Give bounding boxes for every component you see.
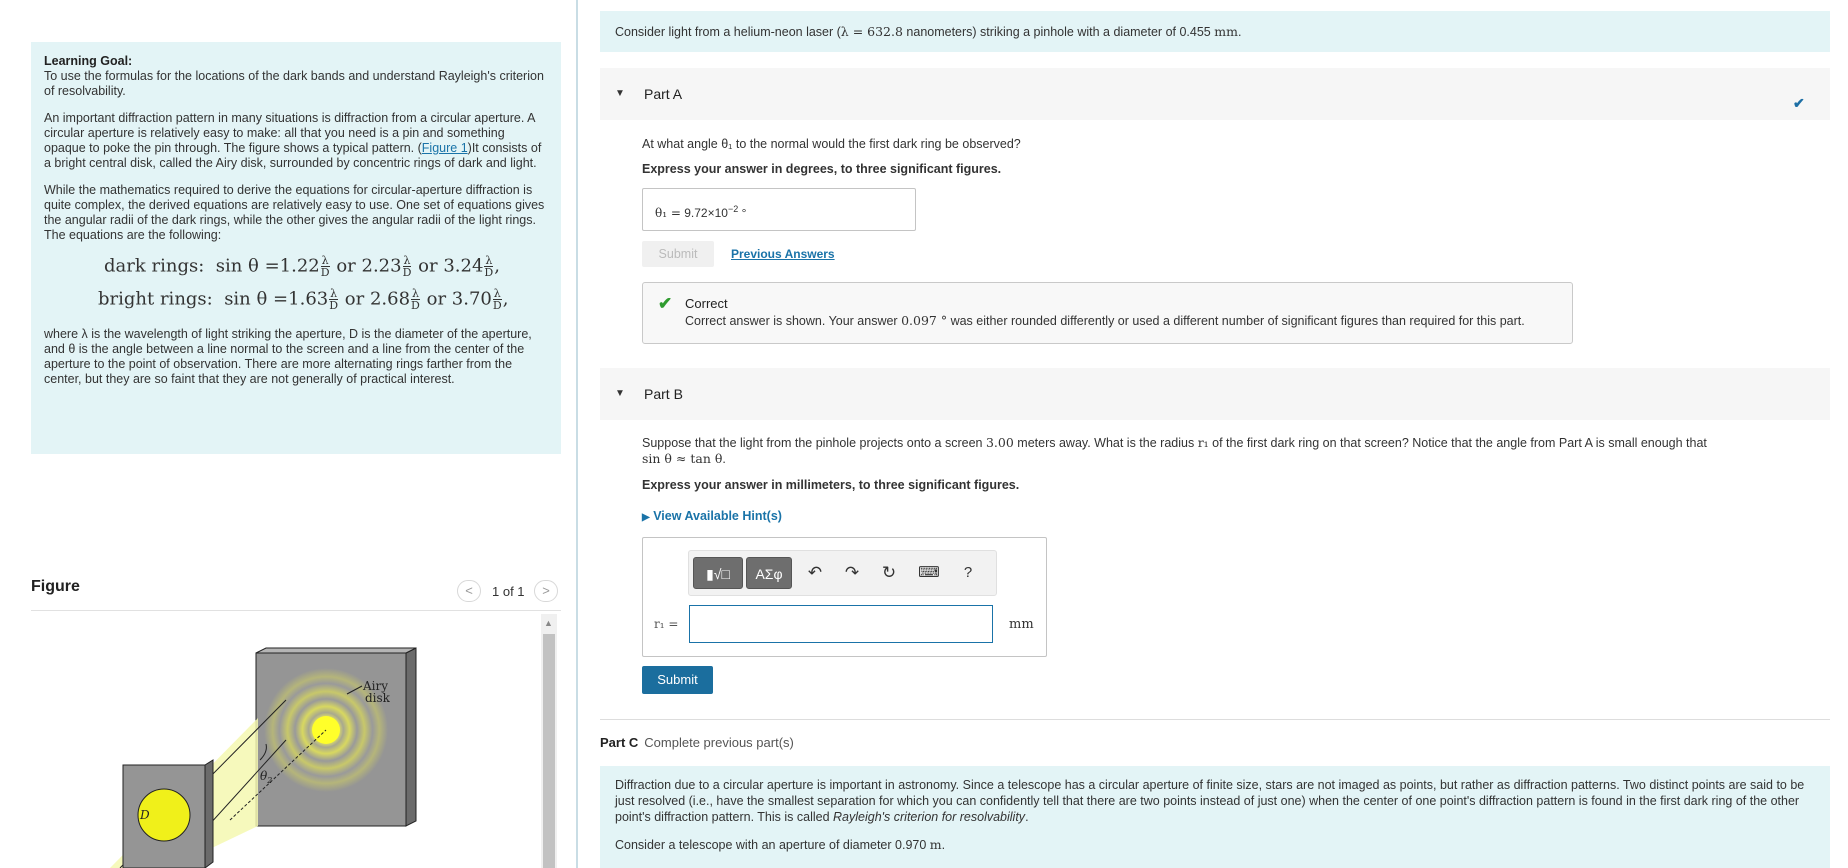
part-a-question: At what angle θ₁ to the normal would the first dark ring be observed? — [642, 137, 1021, 151]
bright-rings-equation: bright rings: sin θ =1.63 $\frac{\lambda}{D}$ or 2.68 $\frac{\lambda}{D}$ or 3.70 $\frac{\lambda}{D}$ , — [98, 287, 509, 312]
part-a-submit-button[interactable]: Submit — [642, 241, 714, 267]
expand-triangle-icon: ▶ — [642, 512, 650, 523]
figure-scrollbar[interactable] — [541, 614, 557, 868]
distance-value: 3.00 — [985, 435, 1014, 450]
sin-theta: sin θ = — [224, 288, 289, 310]
previous-answers-link[interactable]: Previous Answers — [731, 247, 835, 261]
figure-next-button[interactable]: > — [534, 580, 558, 602]
hints-label: View Available Hint(s) — [653, 509, 782, 523]
part-b-submit-button[interactable]: Submit — [642, 666, 713, 694]
correct-title: Correct — [685, 296, 728, 311]
variables-paragraph: where λ is the wavelength of light striking the aperture, D is the diameter of the aperture, and θ is the angle between a line normal to the screen and a line from the center of the aperture to the point of observation. There are more alternating rings farther from the center, but they are so faint that they are not generally of practical interest. — [44, 327, 532, 386]
bright-coeff-3: 3.70 — [451, 288, 492, 310]
column-divider — [576, 0, 578, 868]
r1-label: r₁ = — [654, 617, 679, 631]
mm-unit-label: mm — [1009, 617, 1034, 632]
airy-disk-figure — [110, 640, 440, 868]
part-c-text: Consider a telescope with an aperture of diameter 0.970 — [615, 838, 930, 852]
bright-coeff-2: 2.68 — [369, 288, 411, 310]
unit-mm: mm — [1214, 24, 1238, 39]
frac-d: D — [402, 266, 412, 279]
theta1-label: θ₁ = — [655, 206, 681, 220]
frac-d: D — [329, 299, 339, 312]
intro-text-2: )It consists of a bright central disk, called the Airy disk, surrounded by concentric rings of dark and light. — [44, 141, 542, 170]
frac-lambda: λ — [493, 287, 501, 300]
part-b-question — [642, 435, 1792, 467]
templates-icon[interactable]: ▮√□ — [693, 557, 743, 589]
collapse-triangle-icon[interactable]: ▼ — [615, 388, 625, 399]
correct-feedback — [642, 282, 1573, 344]
frac-lambda: λ — [321, 254, 329, 267]
problem-intro — [600, 11, 1830, 52]
frac-lambda: λ — [485, 254, 493, 267]
approximation: sin θ ≈ tan θ — [642, 451, 723, 466]
figure-counter: 1 of 1 — [492, 584, 525, 599]
checkmark-icon: ✔ — [1793, 95, 1805, 111]
learning-goal-panel — [31, 42, 561, 454]
correct-message — [685, 313, 1525, 328]
rayleigh-criterion: Rayleigh's criterion for resolvability — [833, 810, 1026, 824]
part-a-instruction: Express your answer in degrees, to three significant figures. — [642, 162, 1002, 176]
dark-coeff-3: 3.24 — [443, 255, 484, 277]
intro-text: Consider light from a helium-neon laser ( — [615, 25, 841, 39]
symbols-button[interactable]: ΑΣφ — [746, 557, 792, 589]
figure-prev-button[interactable]: < — [457, 580, 481, 602]
answer-exponent: −2 — [727, 204, 739, 214]
screen-top — [256, 648, 416, 653]
intro-text: nanometers) striking a pinhole with a diameter of 0.455 — [902, 25, 1215, 39]
part-a-label: Part A — [644, 86, 683, 102]
math-toolbar — [688, 550, 997, 596]
left-panel — [0, 0, 576, 868]
learning-goal-text: To use the formulas for the locations of the dark bands and understand Rayleigh's criterion of resolvability. — [44, 69, 544, 98]
or-word: or — [426, 288, 447, 310]
part-c-divider — [600, 719, 1830, 720]
answer-value: 9.72×10 — [684, 206, 728, 220]
intro-end: . — [1237, 25, 1242, 39]
redo-icon[interactable]: ↷ — [844, 563, 860, 582]
frac-lambda: λ — [403, 254, 411, 267]
problem-panel — [600, 0, 1848, 868]
dark-coeff-2: 2.23 — [361, 255, 402, 277]
undo-icon[interactable]: ↶ — [807, 563, 823, 582]
check-icon: ✔ — [658, 294, 673, 313]
unit-m: m — [929, 837, 942, 852]
r1-answer-input[interactable] — [689, 605, 993, 643]
bright-rings-label: bright rings: — [98, 288, 213, 310]
question-text: meters away. What is the radius — [1013, 436, 1198, 450]
your-answer-value: 0.097 ° — [901, 313, 948, 328]
dark-rings-equation: dark rings: sin θ =1.22 $\frac{\lambda}{D}$ or 2.23 $\frac{\lambda}{D}$ or 3.24 $\frac{\lambda}{D}$ , — [104, 254, 500, 279]
r1-symbol: r₁ — [1197, 435, 1209, 450]
intro-text-1: An important diffraction pattern in many situations is diffraction from a circular aperture. A circular aperture is relatively easy to make: all that you need is a pin and something opaque to poke the pin through. The figure shows a typical pattern. ( — [44, 111, 535, 155]
frac-d: D — [492, 299, 502, 312]
part-c-paragraph-1 — [615, 777, 1815, 825]
airy-label-1: Airy — [363, 679, 389, 693]
or-word: or — [344, 288, 365, 310]
airy-label-2: disk — [365, 691, 390, 705]
frac-d: D — [484, 266, 494, 279]
frac-d: D — [411, 299, 420, 312]
view-hints-link[interactable] — [642, 509, 782, 523]
part-c-text-end: . — [1025, 810, 1029, 824]
part-c-paragraph-2 — [615, 837, 1815, 853]
figure-1-link[interactable]: Figure 1 — [421, 141, 468, 155]
figure-title: Figure — [31, 578, 80, 595]
theta-label: $\theta_2$ — [260, 769, 273, 785]
part-a-header[interactable] — [600, 68, 1830, 120]
diameter-label: D — [140, 808, 150, 822]
correct-text: Correct answer is shown. Your answer — [685, 314, 902, 328]
intro-paragraph — [44, 111, 548, 171]
question-end: . — [722, 452, 726, 466]
scroll-up-arrow-icon[interactable]: ▲ — [544, 618, 553, 628]
figure-divider — [31, 610, 561, 611]
scrollbar-thumb[interactable] — [543, 634, 555, 868]
or-word: or — [418, 255, 438, 277]
frac-d: D — [320, 266, 330, 279]
question-text: Suppose that the light from the pinhole projects onto a screen — [642, 436, 986, 450]
dark-coeff-1: 1.22 — [279, 255, 320, 277]
correct-text: was either rounded differently or used a different number of significant figures than required for this part. — [947, 314, 1525, 328]
math-paragraph: While the mathematics required to derive the equations for circular-aperture diffraction is quite complex, the derived equations are relatively easy to use. One set of equations gives the angular radii of the dark rings, while the other gives the angular radii of the light rings. The equations are the following: — [44, 183, 545, 242]
part-c-intro — [600, 766, 1830, 868]
bright-coeff-1: 1.63 — [288, 288, 329, 310]
sin-theta: sin θ = — [215, 255, 280, 277]
part-c-label: Part C — [600, 735, 639, 750]
part-c-text-end: . — [941, 838, 946, 852]
dark-rings-label: dark rings: — [104, 255, 205, 277]
help-button[interactable]: ? — [963, 564, 973, 581]
part-c-text: Diffraction due to a circular aperture is important in astronomy. Since a telescope has a circular aperture of finite size, stars are not imaged as points, but rather as diffraction patterns. Two distinct points are said to be just resolved (i.e., have the smallest separation for which you can confidently tell that there are two points instead of just one) when the center of one point's diffraction pattern is found in the first dark ring of the other point's diffraction pattern. This is called — [615, 778, 1805, 824]
reset-icon[interactable]: ↻ — [881, 563, 897, 582]
aperture-plate-edge — [205, 760, 213, 868]
part-b-answer-editor — [642, 537, 1047, 657]
part-b-label: Part B — [644, 386, 683, 402]
frac-lambda: λ — [330, 287, 338, 300]
or-word: or — [336, 255, 356, 277]
screen-edge — [406, 648, 416, 826]
part-b-instruction: Express your answer in millimeters, to three significant figures. — [642, 478, 1020, 492]
collapse-triangle-icon[interactable]: ▼ — [615, 88, 625, 99]
keyboard-icon[interactable]: ⌨ — [918, 564, 940, 581]
wavelength-value: λ = 632.8 — [840, 24, 903, 39]
part-a-answer-display — [642, 188, 916, 231]
part-b-header[interactable] — [600, 368, 1830, 420]
learning-goal-title: Learning Goal: — [44, 54, 133, 68]
question-text: of the first dark ring on that screen? Notice that the angle from Part A is small enough that — [1208, 436, 1707, 450]
degree-unit: ° — [741, 206, 747, 220]
frac-lambda: λ — [411, 287, 419, 300]
part-c-header — [600, 735, 794, 750]
part-c-status: Complete previous part(s) — [644, 735, 794, 750]
